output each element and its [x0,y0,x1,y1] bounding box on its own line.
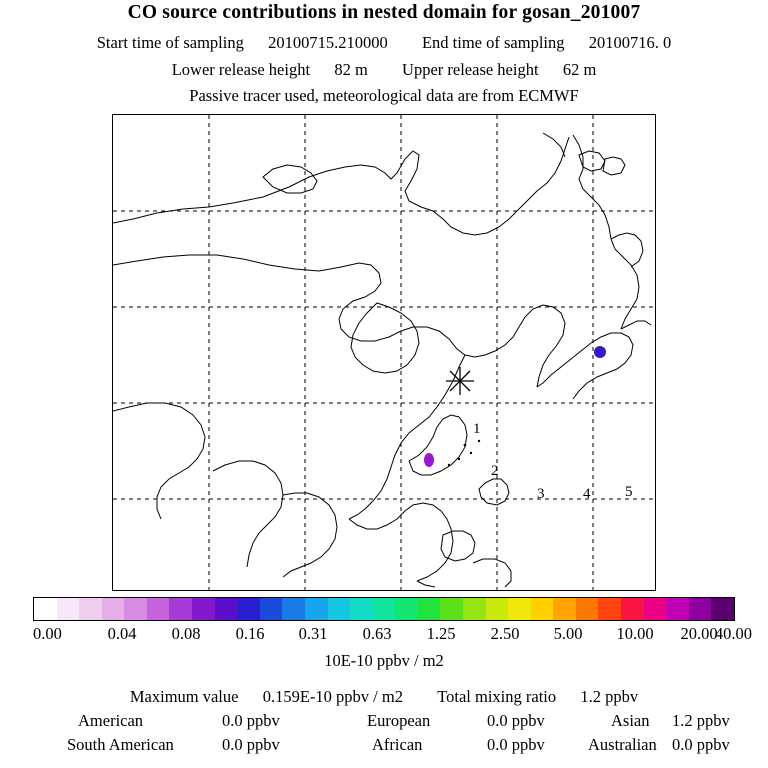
colorbar-swatch [666,598,689,620]
contribution-row [0,735,768,757]
upper-release-height-value: 62 m [562,60,597,79]
plume-spot-taiwan [424,453,434,467]
start-time-label: Start time of sampling [96,33,244,52]
upper-release-height-label: Upper release height [402,60,539,79]
colorbar-swatch [215,598,238,620]
colorbar-tick: 1.25 [426,624,456,643]
colorbar-swatch [440,598,463,620]
region-label-4: 4 [583,486,591,502]
contribution-value: 0.0 ppbv [487,711,545,730]
end-time-label: End time of sampling [421,33,565,52]
contribution-label: American [78,711,144,730]
map-panel [112,114,656,591]
colorbar-swatch [598,598,621,620]
colorbar-tick: 10.00 [616,624,654,643]
colorbar-swatch [531,598,554,620]
colorbar-swatch [463,598,486,620]
region-label-2: 2 [491,463,499,479]
contribution-label: European [367,711,431,730]
colorbar-tick: 0.16 [235,624,265,643]
tracer-meteorology-line: Passive tracer used, meteorological data are from ECMWF [189,86,579,105]
colorbar-swatch [147,598,170,620]
max-value-label: Maximum value [129,687,239,706]
colorbar-swatch [644,598,667,620]
colorbar-swatch [621,598,644,620]
plume-spot-japan [594,346,606,358]
release-site-star-icon [446,367,474,395]
colorbar-unit-label: 10E-10 ppbv / m2 [324,651,444,670]
release-height-line [0,60,768,80]
summary-line [0,687,768,707]
max-value-value: 0.159E-10 ppbv / m2 [262,687,403,706]
colorbar-swatch [57,598,80,620]
lower-release-height-label: Lower release height [171,60,311,79]
region-label-3: 3 [537,486,545,502]
colorbar-tick: 0.00 [33,624,62,643]
colorbar-tick: 0.08 [171,624,201,643]
colorbar-swatch [124,598,147,620]
coastlines [113,133,651,587]
colorbar-swatch [102,598,125,620]
colorbar [33,597,735,621]
sampling-time-line [0,33,768,53]
colorbar-tick: 0.31 [298,624,328,643]
colorbar-tick: 40.00 [714,624,752,643]
colorbar-tick-labels [0,624,768,644]
lower-release-height-value: 82 m [334,60,368,79]
contribution-value: 0.0 ppbv [672,735,730,754]
colorbar-tick: 0.63 [362,624,392,643]
total-mixing-ratio-label: Total mixing ratio [437,687,557,706]
colorbar-swatch [395,598,418,620]
colorbar-swatch [689,598,712,620]
contribution-row [0,711,768,733]
contribution-label: African [372,735,423,754]
colorbar-swatch [350,598,373,620]
colorbar-swatch [237,598,260,620]
contribution-label: Asian [611,711,650,730]
colorbar-swatch [508,598,531,620]
contribution-label: South American [67,735,174,754]
colorbar-tick: 5.00 [553,624,583,643]
colorbar-swatch [34,598,57,620]
colorbar-swatch [418,598,441,620]
contribution-label: Australian [588,735,657,754]
total-mixing-ratio-value: 1.2 ppbv [580,687,639,706]
colorbar-swatch [576,598,599,620]
colorbar-swatch [711,598,734,620]
page-title: CO source contributions in nested domain for gosan_201007 [127,2,641,23]
colorbar-swatch [328,598,351,620]
colorbar-tick: 20.00 [680,624,718,643]
end-time-value: 20100716. 0 [588,33,672,52]
colorbar-swatch [169,598,192,620]
start-time-value: 20100715.210000 [268,33,388,52]
colorbar-swatch [305,598,328,620]
colorbar-tick: 2.50 [490,624,520,643]
map-gridlines [113,115,655,590]
colorbar-swatch [79,598,102,620]
colorbar-swatch [553,598,576,620]
region-label-1: 1 [473,421,481,437]
contribution-value: 1.2 ppbv [672,711,730,730]
colorbar-tick: 0.04 [107,624,137,643]
plume-spots [424,346,606,467]
region-label-5: 5 [625,484,633,500]
contribution-value: 0.0 ppbv [487,735,545,754]
island-dots [448,440,480,466]
colorbar-swatch [260,598,283,620]
colorbar-swatch [282,598,305,620]
contribution-value: 0.0 ppbv [222,711,280,730]
colorbar-swatch [192,598,215,620]
contribution-value: 0.0 ppbv [222,735,280,754]
colorbar-swatch [373,598,396,620]
colorbar-swatch [486,598,509,620]
